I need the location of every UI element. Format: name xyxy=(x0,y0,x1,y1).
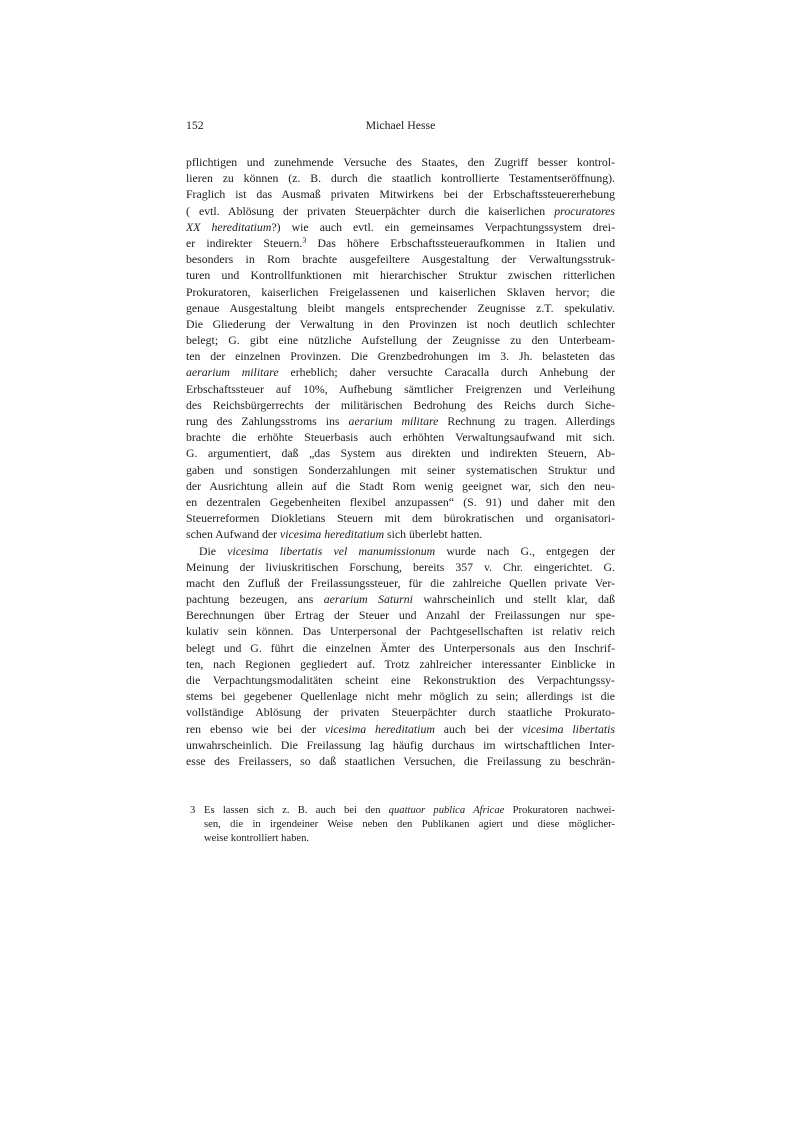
text-segment: G. argumentiert, daß „das System aus direkten und indirekten Steuern, Ab- xyxy=(186,446,615,461)
text-segment: en dezentralen Gegebenheiten flexibel anzupassen“ (S. 91) und daher mit den xyxy=(186,494,615,509)
text-line xyxy=(186,478,615,494)
paragraph xyxy=(186,543,615,770)
text-line xyxy=(186,154,615,170)
text-segment: Prokuratoren nachwei- xyxy=(504,805,615,816)
text-line xyxy=(186,316,615,332)
text-line xyxy=(186,267,615,283)
footnote xyxy=(186,804,615,845)
text-segment: ten der einzelnen Provinzen. Die Grenzbedrohungen im 3. Jh. belasteten das xyxy=(186,349,615,364)
text-line xyxy=(186,753,615,769)
body-text xyxy=(186,154,615,769)
text-segment: Berechnungen über Ertrag der Steuer und Anzahl der Freilassungen nur spe- xyxy=(186,608,615,623)
italic-text: procuratores xyxy=(554,203,615,218)
text-segment: schen Aufwand der xyxy=(186,527,281,542)
italic-text: vicesima libertatis xyxy=(522,721,615,736)
text-segment: wahrscheinlich und stellt klar, daß xyxy=(412,592,615,607)
text-line xyxy=(186,656,615,672)
text-line xyxy=(186,332,615,348)
text-line xyxy=(186,526,615,542)
italic-text: aerarium militare xyxy=(348,414,439,428)
text-line xyxy=(186,688,615,704)
text-line xyxy=(186,170,615,186)
text-segment: macht den Zufluß der Freilassungssteuer, für die zahlreiche Quellen private Ver- xyxy=(186,575,615,590)
text-segment: stems bei gegebener Quellenlage nicht mehr möglich zu sein; allerdings ist die xyxy=(186,689,615,704)
text-segment: brachte die erhöhte Steuerbasis auch erhöhten Verwaltungsaufwand mit sich. xyxy=(186,430,615,445)
italic-text: vicesima libertatis vel manumissionum xyxy=(227,543,436,558)
text-segment: der Ausrichtung allein auf die Stadt Rom wenig geeignet war, sich den neu- xyxy=(186,478,615,493)
text-line xyxy=(186,186,615,202)
text-line xyxy=(186,672,615,688)
text-segment: wurde nach G., entgegen der xyxy=(435,543,615,558)
text-segment: Die xyxy=(199,543,228,558)
italic-text: vicesima hereditatium xyxy=(280,527,385,542)
text-segment: lieren zu können (z. B. durch die staatlich kontrollierte Testamentseröffnung). xyxy=(186,171,615,186)
footnote-reference: 3 xyxy=(302,235,307,245)
text-segment: Meinung der liviuskritischen Forschung, bereits 357 v. Chr. eingerichtet. G. xyxy=(186,559,615,574)
text-segment: turen und Kontrollfunktionen mit hierarchischer Struktur zwischen ritterlichen xyxy=(186,268,615,283)
text-segment: sen, die in irgendeiner Weise neben den Publikanen agiert und diese möglicher- xyxy=(204,818,615,830)
text-segment: Erbschaftssteuer auf 10%, Aufhebung sämtlicher Freigrenzen und Verleihung xyxy=(186,381,615,396)
text-segment: unwahrscheinlich. Die Freilassung lag häufig durchaus im wirtschaftlichen Inter- xyxy=(186,737,615,752)
text-line xyxy=(186,607,615,623)
text-segment: belegt; G. gibt eine nützliche Aufstellung der Zeugnisse zu den Unterbeam- xyxy=(186,333,615,348)
text-segment: auch bei der xyxy=(434,721,523,736)
italic-text: XX hereditatium xyxy=(186,219,272,234)
text-segment: genaue Ausgestaltung bleibt mangels entsprechender Zeugnisse z.T. spekulativ. xyxy=(186,300,615,315)
text-line xyxy=(186,397,615,413)
page-header xyxy=(186,118,615,132)
text-line xyxy=(186,510,615,526)
text-segment: Es lassen sich z. B. auch bei den xyxy=(204,805,389,816)
text-line xyxy=(186,284,615,300)
text-segment: erheblich; daher versuchte Caracalla durch Anhebung der xyxy=(278,365,615,380)
text-line xyxy=(186,445,615,461)
text-line xyxy=(186,623,615,639)
italic-text: aerarium militare xyxy=(186,365,279,380)
paragraph xyxy=(186,154,615,543)
text-line xyxy=(186,640,615,656)
text-segment: weise kontrolliert haben. xyxy=(204,832,310,844)
text-line xyxy=(186,203,615,219)
text-segment: esse des Freilassers, so daß staatlichen Versuchen, die Freilassung zu beschrän- xyxy=(186,753,615,768)
text-line xyxy=(186,721,615,737)
text-line xyxy=(186,559,615,575)
footnote-text xyxy=(186,804,615,845)
italic-text: aerarium Saturni xyxy=(323,592,413,607)
text-line xyxy=(186,364,615,380)
text-line xyxy=(204,818,615,832)
text-segment: besonders in Rom brachte ausgefeiltere Ausgestaltung der Verwaltungsstruk- xyxy=(186,252,615,267)
text-segment: die Verpachtungsmodalitäten scheint eine Rekonstruktion des Verpachtungssy- xyxy=(186,673,615,687)
text-segment: vollständige Ablösung der privaten Steuerpächter durch staatliche Prokurato- xyxy=(186,705,615,720)
text-segment: ren ebenso wie bei der xyxy=(186,721,325,736)
text-segment: pachtung bezeugen, ans xyxy=(186,592,324,607)
page-number: 152 xyxy=(186,118,204,132)
text-line xyxy=(204,804,615,818)
text-line xyxy=(186,219,615,235)
text-line xyxy=(186,575,615,591)
text-line xyxy=(186,381,615,397)
text-line xyxy=(186,591,615,607)
text-line xyxy=(186,348,615,364)
footnote-marker: 3 xyxy=(190,805,196,816)
text-segment: Prokuratoren, kaiserlichen Freigelassenen und kaiserlichen Sklaven hervor; die xyxy=(186,284,615,299)
italic-text: quattuor publica Africae xyxy=(388,805,505,816)
text-line xyxy=(186,300,615,316)
text-line xyxy=(186,494,615,510)
text-segment: kulativ sein können. Das Unterpersonal der Pachtgesellschaften ist relativ reich xyxy=(186,624,615,639)
text-line xyxy=(186,429,615,445)
text-line xyxy=(186,737,615,753)
text-line xyxy=(186,704,615,720)
text-segment: belegt und G. führt die einzelnen Ämter des Unterpersonals aus den Inschrif- xyxy=(186,640,615,655)
text-line xyxy=(186,543,615,559)
text-segment: ?) wie auch evtl. ein gemeinsames Verpachtungssystem drei- xyxy=(271,219,615,234)
text-segment: Das höhere Erbschaftssteueraufkommen in Italien und xyxy=(306,235,615,250)
text-segment: ten, nach Regionen gegliedert auf. Trotz zahlreicher interessanter Einblicke in xyxy=(186,656,615,671)
text-segment: gaben und sonstigen Sonderzahlungen mit seiner systematischen Struktur und xyxy=(186,462,615,477)
italic-text: vicesima hereditatium xyxy=(324,721,435,736)
text-line xyxy=(186,462,615,478)
running-head: Michael Hesse xyxy=(365,118,436,132)
text-segment: Fraglich ist das Ausmaß privaten Mitwirkens bei der Erbschaftssteuererhebung xyxy=(186,187,615,202)
text-line xyxy=(186,235,615,251)
text-segment: Rechnung zu tragen. Allerdings xyxy=(438,414,615,428)
text-segment: sich überlebt hatten. xyxy=(384,527,483,542)
text-segment: Die Gliederung der Verwaltung in den Provinzen ist noch deutlich schlechter xyxy=(186,316,615,331)
text-segment: ( evtl. Ablösung der privaten Steuerpächter durch die kaiserlichen xyxy=(186,203,555,218)
text-segment: pflichtigen und zunehmende Versuche des Staates, den Zugriff besser kontrol- xyxy=(186,155,615,169)
text-line xyxy=(186,251,615,267)
text-segment: rung des Zahlungsstroms ins xyxy=(186,414,349,428)
text-segment: Steuerreformen Diokletians Steuern mit dem bürokratischen und organisatori- xyxy=(186,511,615,526)
text-segment: des Reichsbürgerrechts der militärischen Bedrohung des Reichs durch Siche- xyxy=(186,397,615,412)
text-line xyxy=(186,413,615,429)
text-line xyxy=(204,832,615,846)
text-segment: er indirekter Steuern. xyxy=(186,235,303,250)
